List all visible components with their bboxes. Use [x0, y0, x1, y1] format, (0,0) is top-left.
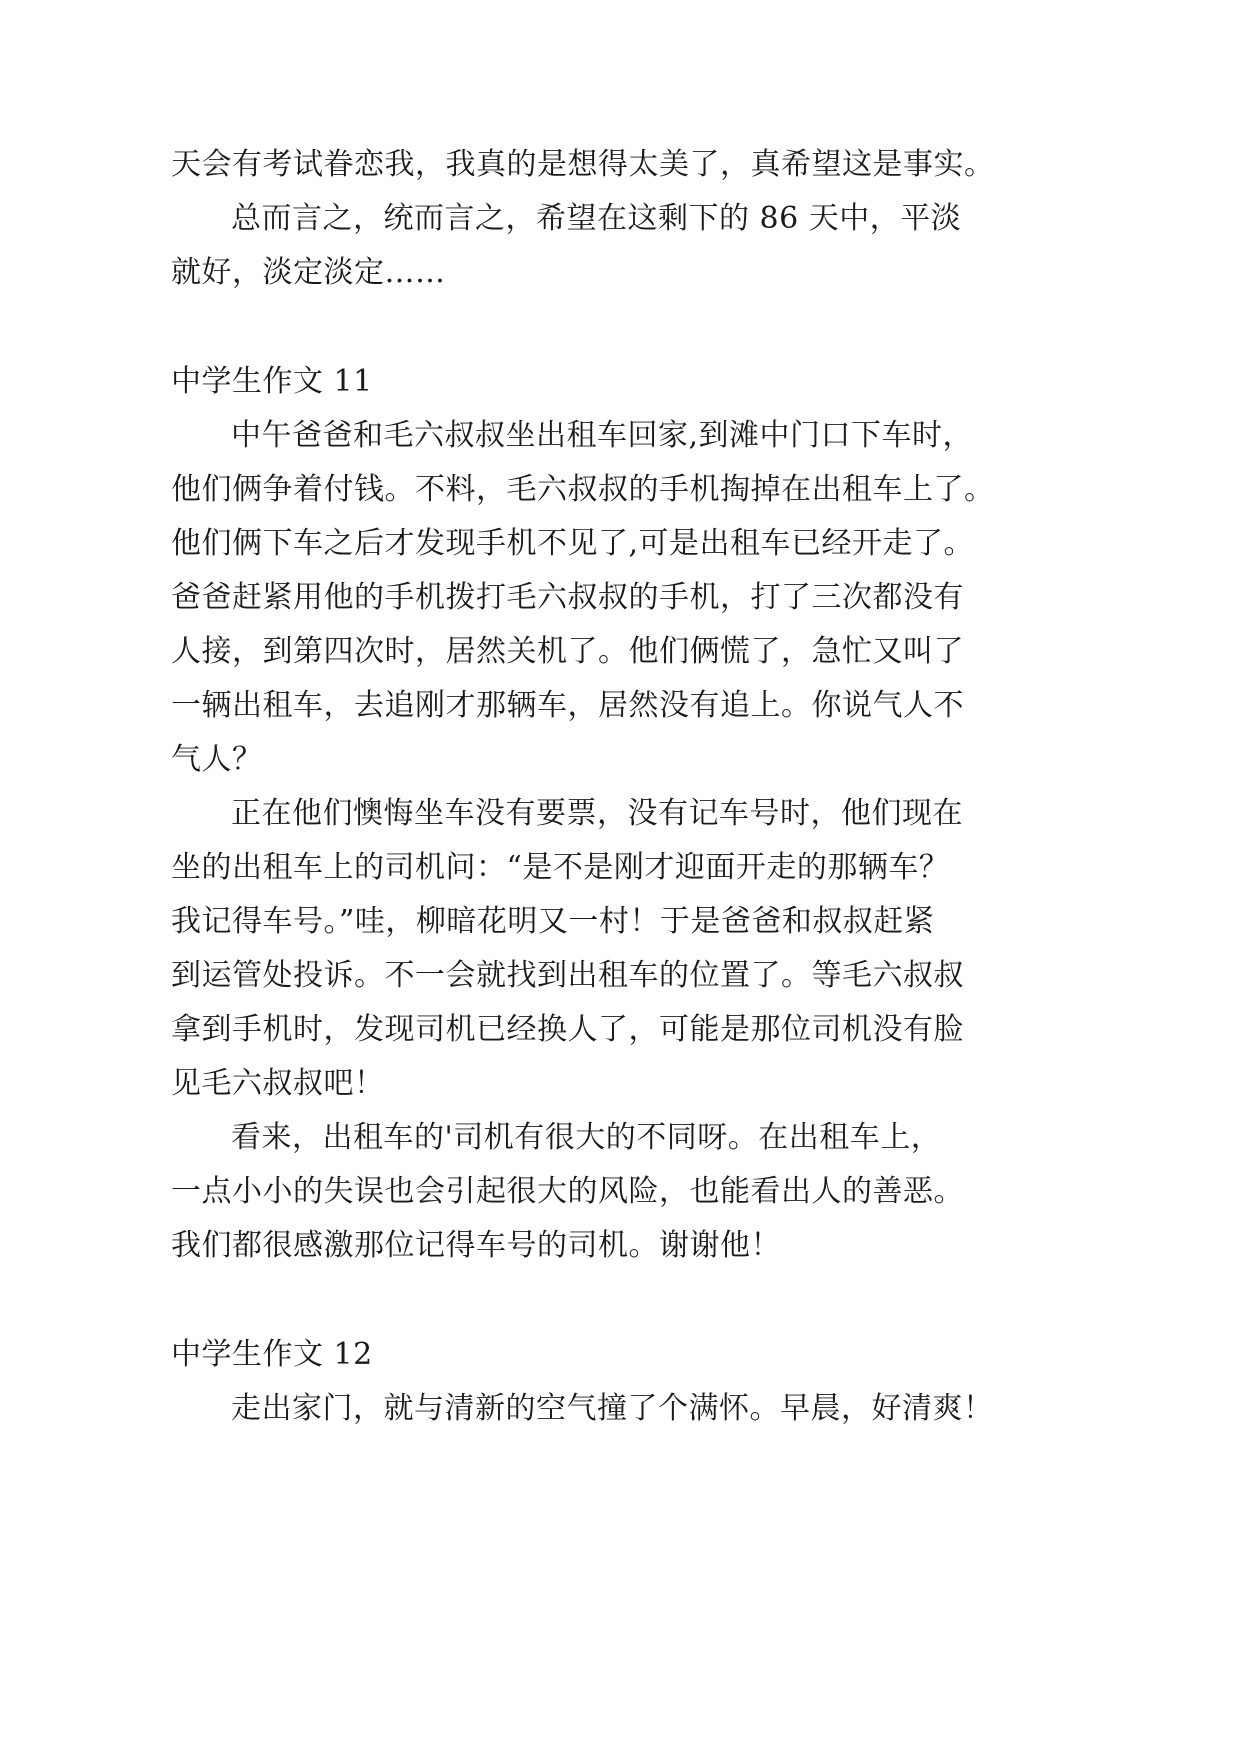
text-line-8: 爸爸赶紧用他的手机拨打毛六叔叔的手机，打了三次都没有: [171, 580, 964, 615]
text-line-7: 他们俩下车之后才发现手机不见了,可是出租车已经开走了。: [171, 526, 975, 561]
text-line-10: 一辆出租车，去追刚才那辆车，居然没有追上。你说气人不: [171, 688, 964, 723]
text-line-17: 见毛六叔叔吧！: [171, 1066, 385, 1101]
text-line-20: 我们都很感激那位记得车号的司机。谢谢他！: [171, 1228, 781, 1263]
text-line-13: 坐的出租车上的司机问：“是不是刚才迎面开走的那辆车？: [171, 850, 950, 885]
text-line-22: 走出家门，就与清新的空气撞了个满怀。早晨，好清爽！: [231, 1391, 994, 1426]
text-line-12: 正在他们懊悔坐车没有要票，没有记车号时，他们现在: [231, 796, 963, 831]
section-heading-11: 中学生作文 11: [171, 364, 373, 399]
text-line-14: 我记得车号。”哇，柳暗花明又一村！于是爸爸和叔叔赶紧: [171, 904, 935, 939]
text-line-15: 到运管处投诉。不一会就找到出租车的位置了。等毛六叔叔: [171, 958, 964, 993]
text-line-16: 拿到手机时，发现司机已经换人了，可能是那位司机没有脸: [171, 1012, 964, 1047]
text-line-18: 看来，出租车的'司机有很大的不同呀。在出租车上，: [231, 1120, 942, 1155]
text-line-3: 就好，淡定淡定……: [171, 255, 446, 290]
section-heading-12: 中学生作文 12: [171, 1337, 373, 1372]
text-line-5: 中午爸爸和毛六叔叔坐出租车回家,到滩中门口下车时，: [231, 418, 974, 453]
text-line-11: 气人？: [171, 742, 263, 777]
text-line-1: 天会有考试眷恋我，我真的是想得太美了，真希望这是事实。: [171, 147, 995, 182]
text-line-9: 人接，到第四次时，居然关机了。他们俩慌了，急忙又叫了: [171, 634, 964, 669]
text-line-2: 总而言之，统而言之，希望在这剩下的 86 天中，平淡: [231, 201, 962, 236]
text-line-19: 一点小小的失误也会引起很大的风险，也能看出人的善恶。: [171, 1174, 964, 1209]
text-line-6: 他们俩争着付钱。不料，毛六叔叔的手机掏掉在出租车上了。: [171, 472, 995, 507]
